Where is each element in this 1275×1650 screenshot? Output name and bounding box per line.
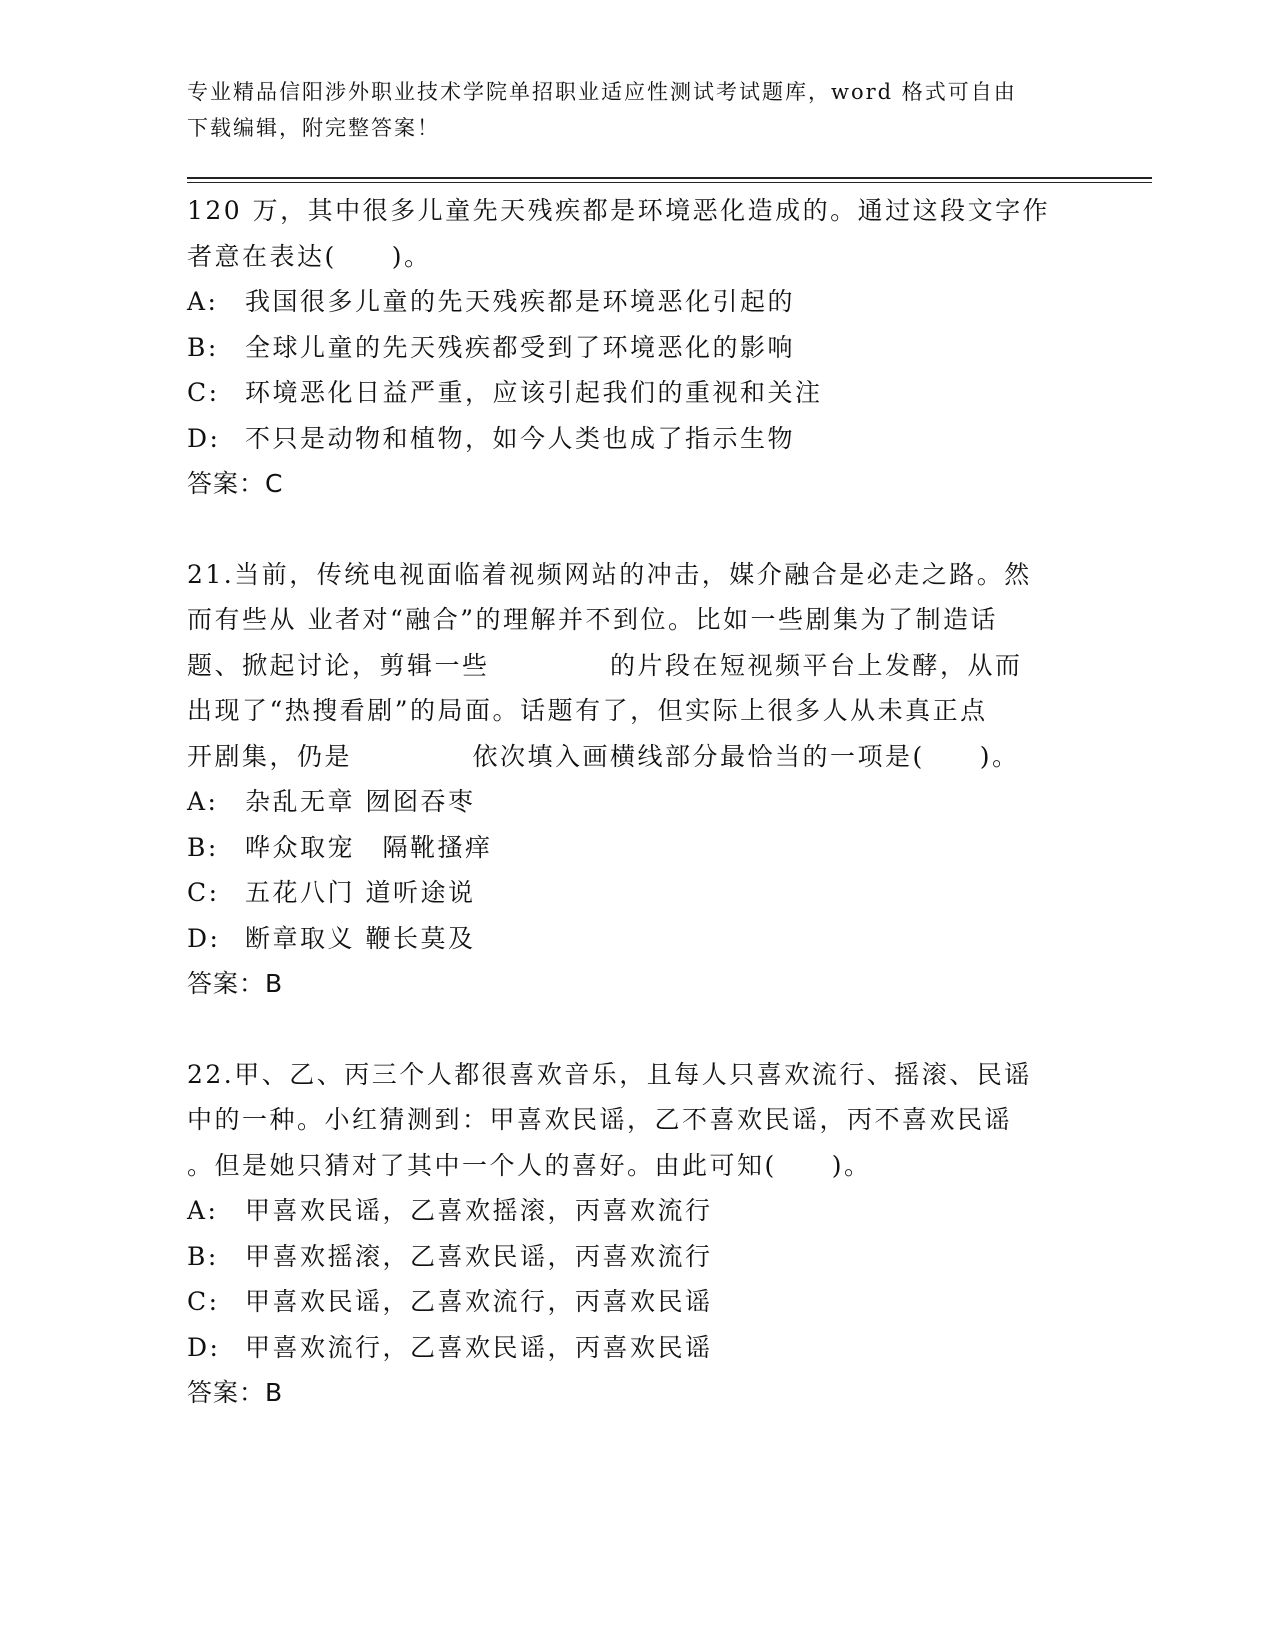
option-letter: C: [187,1287,220,1316]
question-21 [187,552,1087,1007]
option-text: 断章取义 鞭长莫及 [245,923,476,953]
option-text: 甲喜欢民谣，乙喜欢流行，丙喜欢民谣 [245,1287,713,1316]
option-letter: B: [187,332,219,362]
option-letter: D: [187,1332,221,1362]
question-stem-line: 题、掀起讨论，剪辑一些 的片段在短视频平台上发酵，从而 [187,650,1023,680]
option-d [187,416,1087,462]
option-letter: A: [187,787,219,816]
question-stem-line: 者意在表达( )。 [187,241,432,271]
option-a [187,279,1087,325]
option-letter: A: [187,1196,219,1225]
question-20 [187,188,1087,507]
header-rule-thick [187,177,1152,179]
option-b [187,325,1087,371]
option-d [187,916,1087,962]
option-a [187,779,1087,825]
option-text: 甲喜欢摇滚，乙喜欢民谣，丙喜欢流行 [245,1241,713,1271]
option-c [187,1279,1087,1325]
option-text: 甲喜欢民谣，乙喜欢摇滚，丙喜欢流行 [245,1196,713,1225]
document-header [187,74,1067,146]
option-c [187,870,1087,916]
option-d [187,1325,1087,1371]
option-text: 全球儿童的先天残疾都受到了环境恶化的影响 [245,332,796,362]
question-stem-line: 开剧集，仍是 依次填入画横线部分最恰当的一项是( )。 [187,741,1020,771]
option-text: 不只是动物和植物，如今人类也成了指示生物 [245,423,796,453]
option-text: 甲喜欢流行，乙喜欢民谣，丙喜欢民谣 [245,1332,713,1362]
option-letter: B: [187,832,219,862]
question-22 [187,1052,1087,1416]
option-text: 杂乱无章 囫囵吞枣 [245,787,476,816]
option-letter: C: [187,878,220,907]
option-a [187,1188,1087,1234]
option-text: 我国很多儿童的先天残疾都是环境恶化引起的 [245,287,796,316]
option-text: 哗众取宠 隔靴搔痒 [245,832,493,862]
option-text: 环境恶化日益严重，应该引起我们的重视和关注 [245,378,823,407]
option-b [187,825,1087,871]
option-text: 五花八门 道听途说 [245,878,476,907]
option-letter: C: [187,378,220,407]
question-stem-line: 。但是她只猜对了其中一个人的喜好。由此可知( )。 [187,1150,872,1180]
header-line-2: 下载编辑，附完整答案！ [187,116,440,140]
question-stem-line: 120 万，其中很多儿童先天残疾都是环境恶化造成的。通过这段文字作 [187,196,1051,225]
option-letter: A: [187,287,219,316]
answer-line: 答案：C [187,469,284,498]
question-stem-line: 21.当前，传统电视面临着视频网站的冲击，媒介融合是必走之路。然 [187,559,1032,589]
option-letter: B: [187,1241,219,1271]
answer-line: 答案：B [187,1378,284,1407]
document-body [187,188,1087,1416]
question-stem-line: 而有些从 业者对“融合”的理解并不到位。比如一些剧集为了制造话 [187,605,999,634]
option-letter: D: [187,423,221,453]
option-b [187,1234,1087,1280]
header-rule-thin [187,182,1152,183]
header-line-1: 专业精品信阳涉外职业技术学院单招职业适应性测试考试题库，word 格式可自由 [187,80,1017,104]
option-c [187,370,1087,416]
question-stem-line: 中的一种。小红猜测到：甲喜欢民谣，乙不喜欢民谣，丙不喜欢民谣 [187,1105,1013,1134]
answer-line: 答案：B [187,969,284,998]
option-letter: D: [187,923,221,953]
question-stem-line: 出现了“热搜看剧”的局面。话题有了，但实际上很多人从未真正点 [187,696,988,725]
question-stem-line: 22.甲、乙、丙三个人都很喜欢音乐，且每人只喜欢流行、摇滚、民谣 [187,1059,1032,1089]
